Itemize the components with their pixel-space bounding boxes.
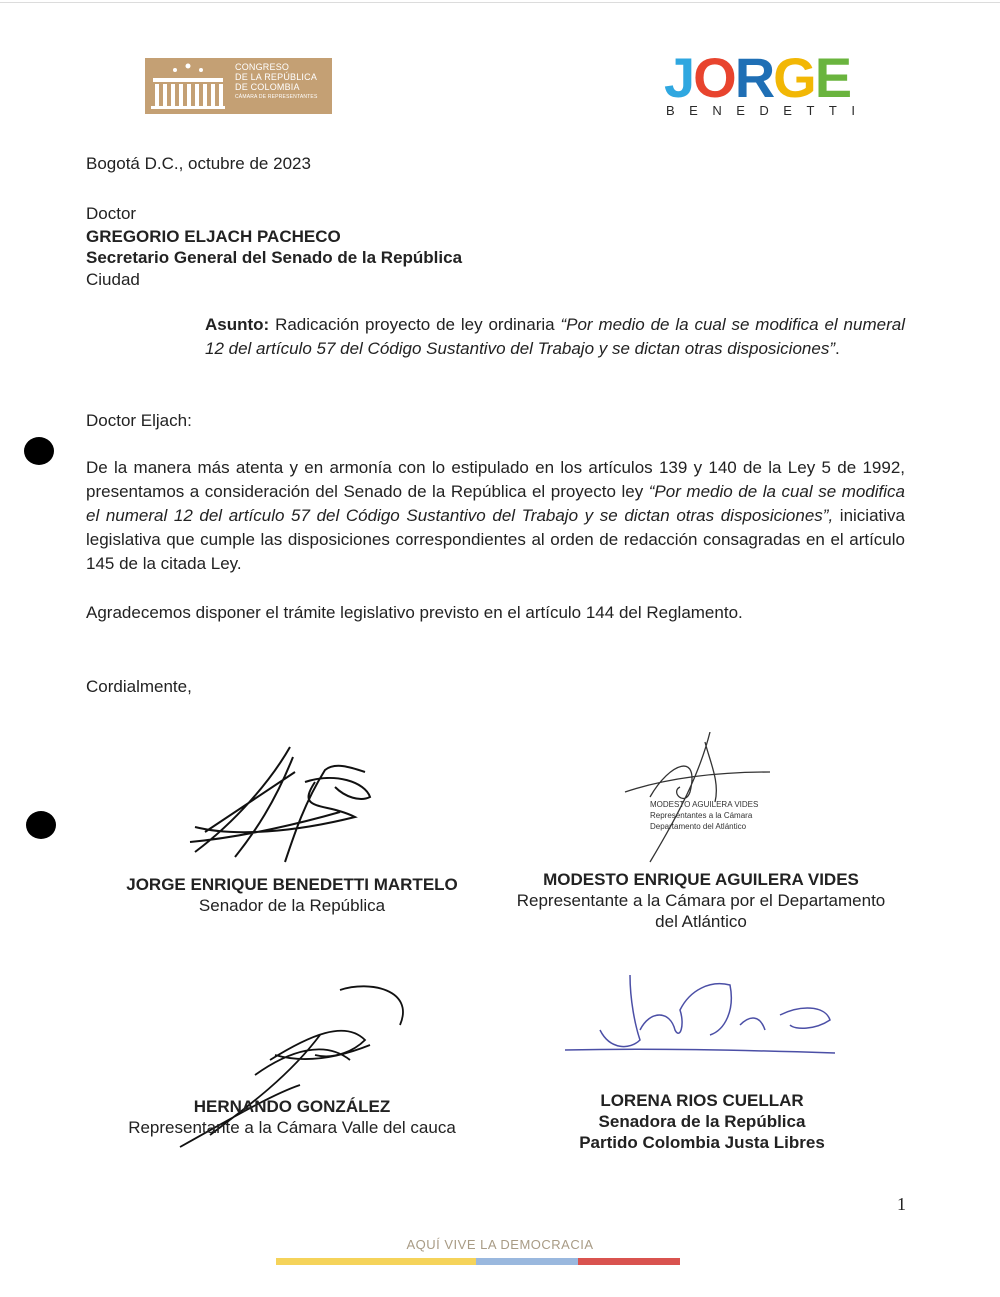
footer-bar-red bbox=[578, 1258, 680, 1265]
body-paragraph-2: Agradecemos disponer el trámite legislativo previsto en el artículo 144 del Reglamento. bbox=[86, 603, 743, 622]
signatory-role: del Atlántico bbox=[655, 912, 747, 931]
body-paragraph-1 bbox=[86, 456, 905, 576]
body-p1-text-a: De la manera más atenta y en armonía con lo estipulado en los artículos 139 y 140 de la Ley 5 de 1992, presentamos a consideración del Senado de la República el proyecto ley bbox=[86, 458, 905, 501]
footer-bar-blue bbox=[476, 1258, 578, 1265]
letter-date: Bogotá D.C., octubre de 2023 bbox=[86, 154, 311, 173]
signatory-block bbox=[480, 869, 922, 932]
footer-motto: AQUÍ VIVE LA DEMOCRACIA bbox=[406, 1237, 594, 1252]
signatory-block bbox=[80, 1096, 504, 1138]
signatory-name: JORGE ENRIQUE BENEDETTI MARTELO bbox=[126, 875, 458, 894]
candidate-logo-name bbox=[664, 46, 851, 109]
signature-rios bbox=[560, 970, 850, 1070]
capitol-building-icon bbox=[145, 58, 231, 114]
signature-benedetti bbox=[175, 742, 385, 872]
signatory-role: Representante a la Cámara Valle del cauca bbox=[128, 1118, 456, 1137]
signatory-name: MODESTO ENRIQUE AGUILERA VIDES bbox=[543, 870, 859, 889]
page-number: 1 bbox=[897, 1194, 906, 1214]
punch-hole-bottom bbox=[26, 811, 56, 839]
stamp-line: Departamento del Atlántico bbox=[650, 822, 747, 831]
congreso-logo-text: CONGRESO DE LA REPÚBLICA DE COLOMBIA CÁMARA DE REPRESENTANTES bbox=[235, 62, 318, 100]
congreso-logo bbox=[145, 58, 332, 114]
subject-text: Radicación proyecto de ley ordinaria bbox=[275, 315, 555, 334]
stamp-line: MODESTO AGUILERA VIDES bbox=[650, 800, 759, 809]
logo-letter: J bbox=[664, 46, 694, 109]
closing: Cordialmente, bbox=[86, 677, 192, 696]
signatory-role: Senador de la República bbox=[198, 896, 386, 915]
recipient-position: Secretario General del Senado de la República bbox=[86, 248, 463, 267]
logo-letter: R bbox=[734, 46, 774, 109]
signatory-block bbox=[520, 1090, 884, 1153]
signatory-role: Senadora de la República bbox=[598, 1112, 806, 1131]
subject-end: . bbox=[835, 339, 840, 358]
footer-flag-bar bbox=[276, 1258, 680, 1265]
signatory-role: Representante a la Cámara por el Departamento bbox=[516, 891, 886, 910]
signatory-name: LORENA RIOS CUELLAR bbox=[600, 1091, 804, 1110]
aguilera-stamp bbox=[650, 799, 758, 832]
stamp-line: Representantes a la Cámara bbox=[650, 811, 753, 820]
signatory-block bbox=[100, 874, 484, 916]
candidate-logo-subtitle: BENEDETTI bbox=[666, 103, 870, 118]
subject-line bbox=[205, 313, 905, 361]
salutation: Doctor Eljach: bbox=[86, 411, 192, 430]
body-p1-quote: “Por medio de la cual se modifica el numeral 12 del artículo 57 del Código Sustantivo del Trabajo y se dictan otras disposiciones”, bbox=[86, 482, 905, 525]
subject-quote: “Por medio de la cual se modifica el numeral 12 del artículo 57 del Código Sustantivo del Trabajo y se dictan otras disposiciones” bbox=[205, 315, 905, 358]
punch-hole-top bbox=[24, 437, 54, 465]
signatory-name: HERNANDO GONZÁLEZ bbox=[193, 1097, 391, 1116]
logo-letter: O bbox=[693, 46, 735, 109]
logo-letter: G bbox=[773, 46, 815, 109]
footer-bar-yellow bbox=[276, 1258, 476, 1265]
body-p1-text-b: iniciativa legislativa que cumple las disposiciones correspondientes al orden de redacción consagradas en el artículo 145 de la citada Ley. bbox=[86, 506, 905, 573]
scan-edge-line bbox=[0, 2, 1000, 3]
subject-label: Asunto: bbox=[205, 315, 270, 334]
logo-letter: E bbox=[814, 46, 851, 109]
signatory-role: Partido Colombia Justa Libres bbox=[579, 1133, 825, 1152]
recipient-title: Doctor bbox=[86, 204, 137, 223]
recipient-name: GREGORIO ELJACH PACHECO bbox=[86, 227, 341, 246]
recipient-city: Ciudad bbox=[86, 270, 140, 289]
